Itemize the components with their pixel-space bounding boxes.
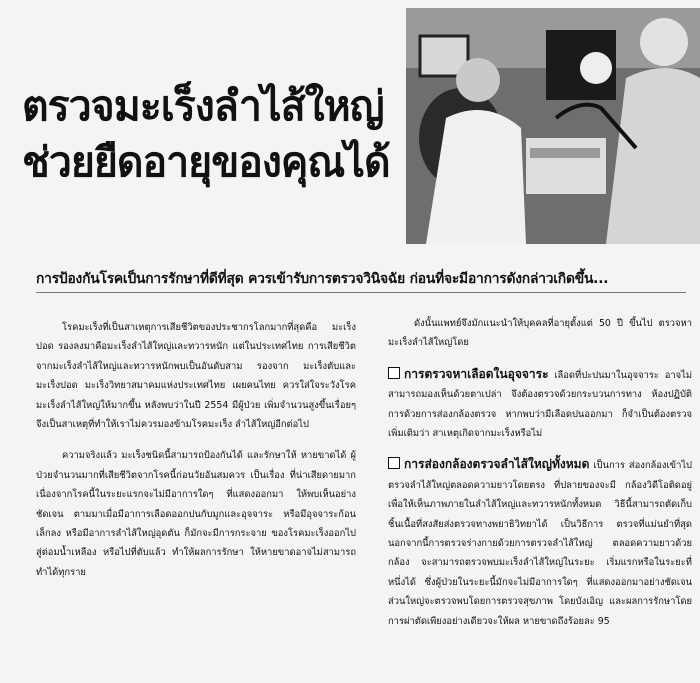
item-title: การตรวจหาเลือดในอุจจาระ — [404, 366, 549, 381]
lead-text: การป้องกันโรคเป็นการรักษาที่ดีที่สุด ควรเข้ารับการตรวจวินิจฉัย ก่อนที่จะมีอาการดังกล่าวเกิดขึ้น... — [36, 271, 609, 287]
item-body: เป็นการ ส่องกล้องเข้าไปตรวจลำไส้ใหญ่ตลอดความยาวโดยตรง ที่ปลายของจะมี กล้องวิดีโอติดอยู่เพื่อให้เห็นภาพภายในลำไส้ใหญ่และทวารหนักทั้งหมด วิธีนี้สามารถตัดเก็บชิ้นเนื้อที่สงสัยส่งตรวจทางพยาธิวิทยาได้ เป็นวิธีการ ตรวจที่แม่นยำที่สุด นอกจากนี้การตรวจร่างกายด้วยการตรวจลำไส้ใหญ่ ตลอดความยาวด้วยกล้อง จะสามารถตรวจพบมะเร็งลำไส้ใหญ่ในระยะ เริ่มแรกหรือในระยะที่หนึ่งได้ ซึ่งผู้ป่วยในระยะนี้มักจะไม่มีอาการใดๆ ที่แสดงออกมาอย่างชัดเจน ส่วนใหญ่จะตรวจพบโดยการตรวจสุขภาพ โดยบังเอิญ และผลการรักษาโดยการผ่าตัดเพียงอย่างเดียวจะให้ผล หายขาดถึงร้อยละ 95 — [388, 460, 693, 627]
left-column — [36, 318, 356, 594]
screening-item-stool-test — [388, 365, 692, 444]
item-body: เลือดที่ปะปนมาในอุจจาระ อาจไม่สามารถมองเห็นด้วยตาเปล่า จึงต้องตรวจด้วยกระบวนการทาง ห้องปฏิบัติการด้วยการส่องกล้องตรวจ หากพบว่ามีเลือดปนออกมา ก็จำเป็นต้องตรวจเพิ่มเติมว่า สาเหตุเกิดจากมะเร็งหรือไม่ — [388, 369, 693, 440]
headline-line-1: ตรวจมะเร็งลำไส้ใหญ่ — [22, 82, 384, 130]
checkbox-icon — [388, 457, 400, 469]
divider-line — [36, 292, 686, 293]
right-column — [388, 314, 692, 643]
headline-line-2: ช่วยยืดอายุของคุณได้ — [22, 138, 390, 186]
item-title: การส่องกล้องตรวจลำไส้ใหญ่ทั้งหมด — [404, 457, 590, 472]
checkbox-icon — [388, 367, 400, 379]
screening-item-colonoscopy — [388, 455, 692, 631]
paragraph: โรคมะเร็งที่เป็นสาเหตุการเสียชีวิตของประชากรโลกมากที่สุดคือ มะเร็งปอด รองลงมาคือมะเร็งลำไส้ใหญ่และทวารหนัก แต่ในประเทศไทย การเสียชีวิตจากมะเร็งลำไส้ใหญ่และทวารหนักพบเป็นอันดับสาม รองจาก มะเร็งตับและมะเร็งปอด มะเร็งวิทยาสมาคมแห่งประเทศไทย เผยคนไทย ควรใส่ใจระวังโรคมะเร็งลำไส้ใหญ่ให้มากขึ้น หลังพบว่าในปี 2554 มีผู้ป่วย เพิ่มจำนวนสูงขึ้นเรื่อยๆ จึงเป็นสาเหตุที่ทำให้เราไม่ควรมองข้ามโรคมะเร็ง ลำไส้ใหญ่อีกต่อไป — [36, 322, 356, 431]
paragraph: ดังนั้นแพทย์จึงมักแนะนำให้บุคคลที่อายุตั้งแต่ 50 ปี ขึ้นไป ตรวจหามะเร็งลำไส้ใหญ่โดย — [388, 318, 692, 349]
headline — [22, 78, 402, 190]
paragraph: ความจริงแล้ว มะเร็งชนิดนี้สามารถป้องกันได้ และรักษาให้ หายขาดได้ ผู้ป่วยจำนวนมากที่เสียชีวิตจากโรคนี้ก่อนวัยอันสมควร เป็นเรื่อง ที่น่าเสียดายมาก เนื่องจากโรคนี้ในระยะแรกจะไม่มีอาการใดๆ ที่แสดงออกมา ให้พบเห็นอย่างชัดเจน ตามมาเมื่อมีอาการเลือดออกปนกับมูกและอุจจาระ หรือมีอุจจาระก้อนเล็กลง หรือมีอาการลำไส้ใหญ่อุดตัน ก็มักจะมีการกระจาย ของโรคมะเร็งออกไปสู่ต่อมน้ำเหลือง หรือไปที่ตับแล้ว ทำให้ผลการรักษา ให้หายขาดอาจไม่สามารถทำได้ทุกราย — [36, 450, 356, 578]
endoscopy-photo — [406, 8, 700, 244]
